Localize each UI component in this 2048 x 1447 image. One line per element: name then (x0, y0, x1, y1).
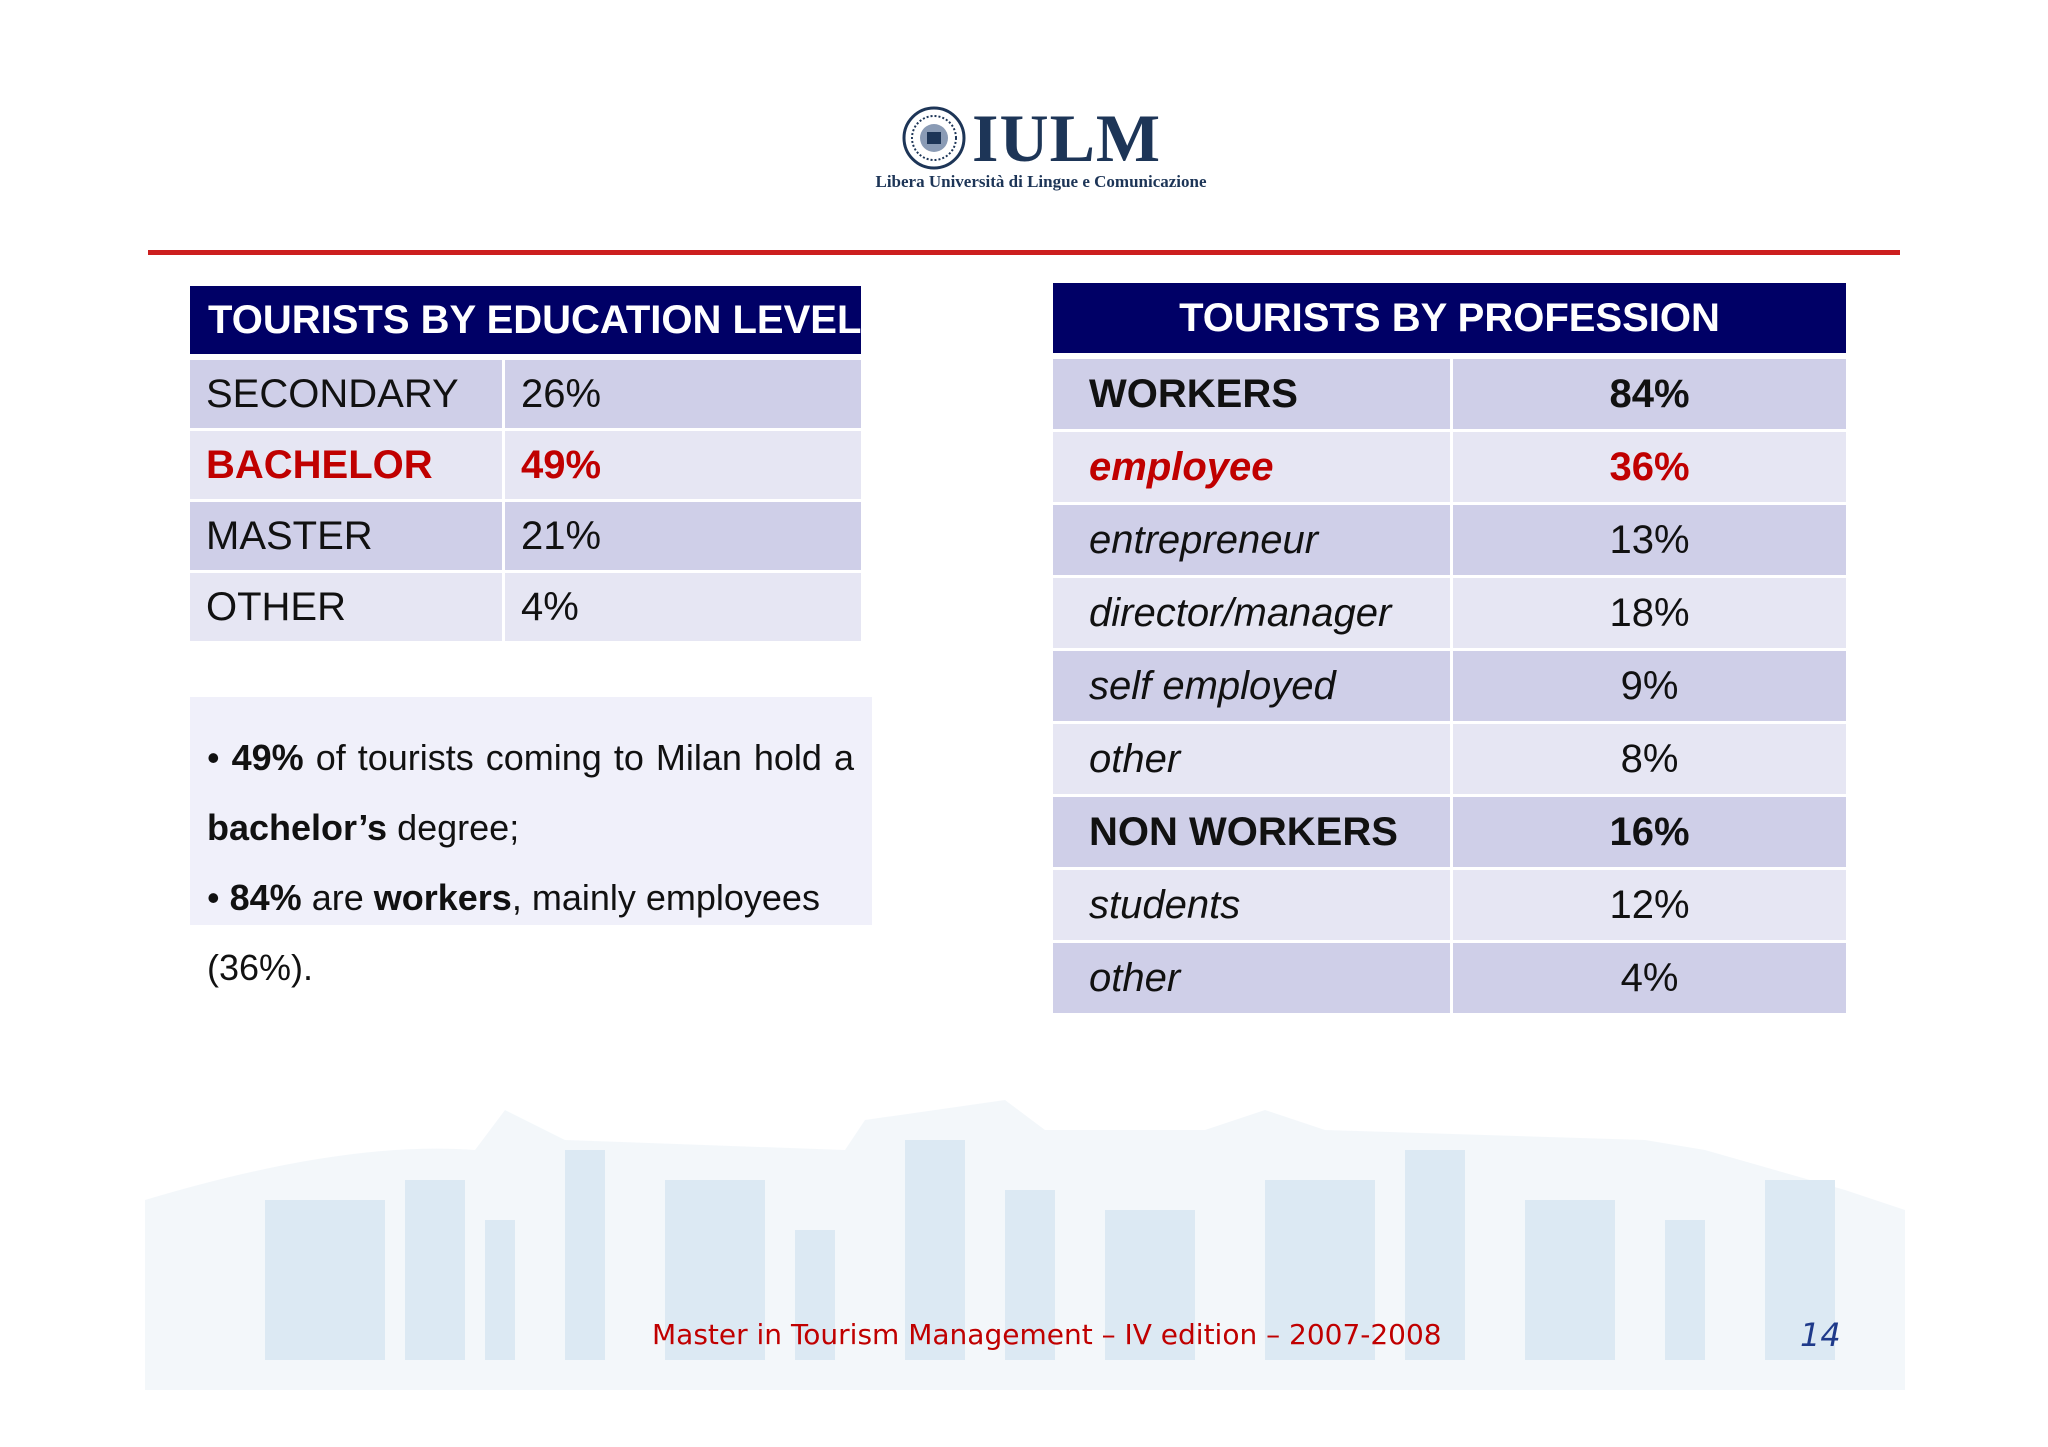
page-number: 14 (1800, 1316, 1841, 1354)
profession-share: 18% (1453, 578, 1846, 651)
header-divider (148, 250, 1900, 255)
table-row (190, 502, 861, 573)
logo-subtitle: Libera Università di Lingue e Comunicazione (875, 172, 1207, 191)
profession-table-title: TOURISTS BY PROFESSION (1053, 283, 1846, 359)
summary-line-2: • 84% are workers, mainly employees (36%). (207, 877, 820, 988)
profession-share: 84% (1453, 359, 1846, 432)
profession-share: 36% (1453, 432, 1846, 505)
table-row (1053, 578, 1846, 651)
table-row (1053, 724, 1846, 797)
profession-label: students (1053, 870, 1453, 943)
table-row (1053, 432, 1846, 505)
education-table-title: TOURISTS BY EDUCATION LEVEL (190, 286, 861, 360)
profession-label: WORKERS (1053, 359, 1453, 432)
education-share: 21% (505, 502, 861, 573)
profession-label: NON WORKERS (1053, 797, 1453, 870)
education-level: BACHELOR (190, 431, 505, 502)
education-level: SECONDARY (190, 360, 505, 431)
university-seal-icon (902, 106, 966, 170)
education-table (190, 286, 861, 644)
table-row (1053, 651, 1846, 724)
table-row (190, 573, 861, 644)
profession-label: other (1053, 943, 1453, 1016)
education-level: OTHER (190, 573, 505, 644)
table-row (1053, 943, 1846, 1016)
summary-line-1b: bachelor’s degree; (207, 807, 520, 848)
logo-wordmark: IULM (972, 100, 1162, 176)
table-row (1053, 359, 1846, 432)
education-level: MASTER (190, 502, 505, 573)
profession-share: 8% (1453, 724, 1846, 797)
profession-table (1053, 283, 1846, 1016)
education-share: 26% (505, 360, 861, 431)
profession-share: 4% (1453, 943, 1846, 1016)
table-row (1053, 797, 1846, 870)
summary-box (190, 697, 872, 988)
profession-label: self employed (1053, 651, 1453, 724)
profession-share: 13% (1453, 505, 1846, 578)
table-row (190, 360, 861, 431)
profession-label: employee (1053, 432, 1453, 505)
profession-label: other (1053, 724, 1453, 797)
profession-share: 12% (1453, 870, 1846, 943)
table-row (1053, 505, 1846, 578)
education-share: 4% (505, 573, 861, 644)
summary-line-1: • 49% of tourists coming to Milan hold a (207, 737, 854, 778)
education-share: 49% (505, 431, 861, 502)
footer-text: Master in Tourism Management – IV edition – 2007-2008 (652, 1318, 1442, 1351)
summary-pct-1: 49% (231, 737, 304, 778)
table-row (190, 431, 861, 502)
profession-share: 16% (1453, 797, 1846, 870)
table-row (1053, 870, 1846, 943)
iulm-logo (860, 100, 1220, 200)
profession-label: entrepreneur (1053, 505, 1453, 578)
summary-pct-2: 84% (229, 877, 302, 918)
profession-label: director/manager (1053, 578, 1453, 651)
profession-share: 9% (1453, 651, 1846, 724)
